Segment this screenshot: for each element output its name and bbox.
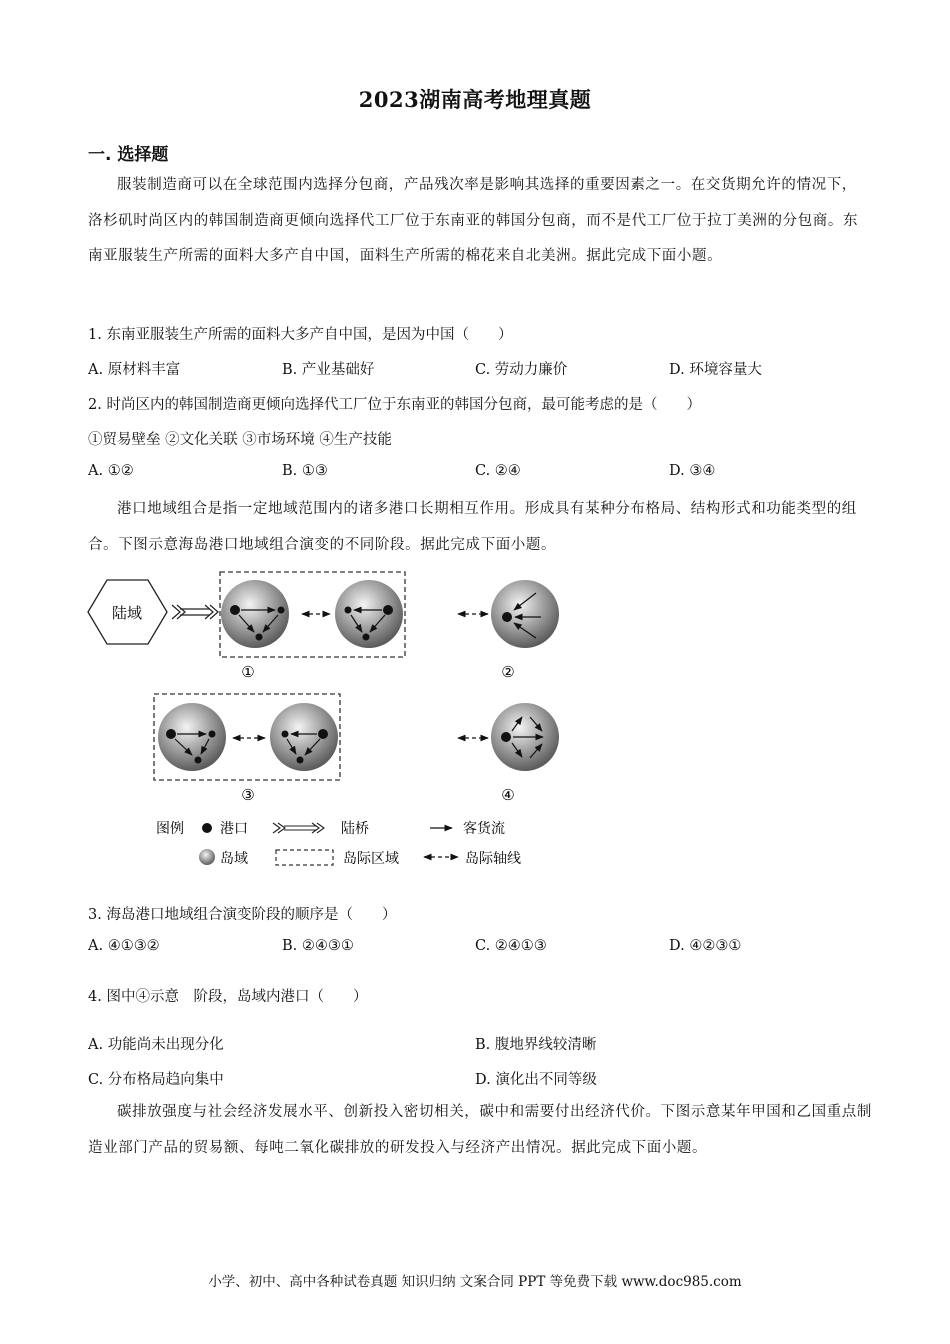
port-dot <box>297 757 304 764</box>
port-dot <box>318 729 328 739</box>
q1-option-b[interactable]: B. 产业基础好 <box>282 362 375 378</box>
q2-option-d[interactable]: D. ③④ <box>669 463 716 479</box>
port-dot <box>282 731 289 738</box>
legend-region: 岛际区域 <box>343 851 399 867</box>
legend-axis: 岛际轴线 <box>465 851 521 867</box>
stage1-label: ① <box>241 663 255 681</box>
q4-option-b[interactable]: B. 腹地界线较清晰 <box>475 1037 597 1053</box>
stage1-island-a <box>221 580 289 648</box>
stage3-label: ③ <box>241 786 255 804</box>
q2-items: ①贸易壁垒 ②文化关联 ③市场环境 ④生产技能 <box>88 432 392 448</box>
legend-region-symbol <box>276 850 333 865</box>
legend-bridge-symbol <box>273 823 324 833</box>
q1-option-d[interactable]: D. 环境容量大 <box>669 362 762 378</box>
q3-option-a[interactable]: A. ④①③② <box>88 938 160 954</box>
port-dot <box>345 607 352 614</box>
legend-title: 图例 <box>156 821 184 837</box>
q1-stem: 1. 东南亚服装生产所需的面料大多产自中国，是因为中国（ ） <box>88 327 513 343</box>
q1-option-c[interactable]: C. 劳动力廉价 <box>475 362 568 378</box>
port-dot <box>256 634 263 641</box>
legend-bridge: 陆桥 <box>341 821 369 837</box>
q2-stem: 2. 时尚区内的韩国制造商更倾向选择代工厂位于东南亚的韩国分包商，最可能考虑的是（ ） <box>88 397 701 413</box>
land-label: 陆域 <box>111 604 143 622</box>
port-dot <box>209 731 216 738</box>
stage1-island-b <box>335 580 403 648</box>
port-dot <box>502 612 512 622</box>
q2-option-b[interactable]: B. ①③ <box>282 463 328 479</box>
legend-flow: 客货流 <box>463 821 505 837</box>
q3-option-b[interactable]: B. ②④③① <box>282 938 354 954</box>
port-evolution-figure <box>0 560 950 880</box>
stage4-label: ④ <box>501 786 515 804</box>
passage-3-text: 碳排放强度与社会经济发展水平、创新投入密切相关，碳中和需要付出经济代价。下图示意某年甲国和乙国重点制造业部门产品的贸易额、每吨二氧化碳排放的研发投入与经济产出情况。据此完成下面小题。 <box>88 1104 872 1156</box>
land-bridge <box>172 605 218 619</box>
q4-option-d[interactable]: D. 演化出不同等级 <box>475 1072 597 1088</box>
q3-option-d[interactable]: D. ④②③① <box>669 938 742 954</box>
q4-option-a[interactable]: A. 功能尚未出现分化 <box>88 1037 224 1053</box>
figure-legend <box>156 820 521 867</box>
page-footer: 小学、初中、高中各种试卷真题 知识归纳 文案合同 PPT 等免费下载 www.doc985.com <box>208 1274 742 1290</box>
q4-option-c[interactable]: C. 分布格局趋向集中 <box>88 1072 224 1088</box>
port-dot <box>501 732 511 742</box>
passage-2-text: 港口地域组合是指一定地域范围内的诸多港口长期相互作用。形成具有某种分布格局、结构形式和功能类型的组合。下图示意海岛港口地域组合演变的不同阶段。据此完成下面小题。 <box>88 501 857 553</box>
port-dot <box>195 757 202 764</box>
q4-stem: 4. 图中④示意 阶段，岛域内港口（ ） <box>88 989 368 1005</box>
port-dot <box>166 729 176 739</box>
stage3-island-b <box>270 703 338 771</box>
passage-1 <box>88 168 868 275</box>
q2-option-a[interactable]: A. ①② <box>88 463 134 479</box>
port-dot <box>383 605 393 615</box>
port-dot <box>363 634 370 641</box>
passage-2 <box>88 492 868 563</box>
passage-1-text: 服装制造商可以在全球范围内选择分包商，产品残次率是影响其选择的重要因素之一。在交货期允许的情况下，洛杉矶时尚区内的韩国制造商更倾向选择代工厂位于东南亚的韩国分包商，而不是代工厂位于拉丁美洲的分包商。东南亚服装生产所需的面料大多产自中国，面料生产所需的棉花来自北美洲。据此完成下面小题。 <box>88 177 859 264</box>
q2-option-c[interactable]: C. ②④ <box>475 463 521 479</box>
legend-port: 港口 <box>220 821 248 837</box>
page-title: 2023湖南高考地理真题 <box>358 87 592 112</box>
stage2-island <box>491 580 559 648</box>
q3-option-c[interactable]: C. ②④①③ <box>475 938 547 954</box>
stage4-island <box>491 703 559 771</box>
port-dot <box>230 605 240 615</box>
passage-3 <box>88 1095 878 1166</box>
q3-stem: 3. 海岛港口地域组合演变阶段的顺序是（ ） <box>88 907 397 923</box>
stage3-island-a <box>158 703 226 771</box>
stage2-label: ② <box>501 663 515 681</box>
port-dot <box>278 607 285 614</box>
legend-island: 岛域 <box>220 851 248 867</box>
legend-island-symbol <box>199 849 215 865</box>
section-heading: 一. 选择题 <box>88 145 169 165</box>
legend-port-symbol <box>202 823 212 833</box>
q1-option-a[interactable]: A. 原材料丰富 <box>88 362 181 378</box>
land-region <box>88 580 167 644</box>
